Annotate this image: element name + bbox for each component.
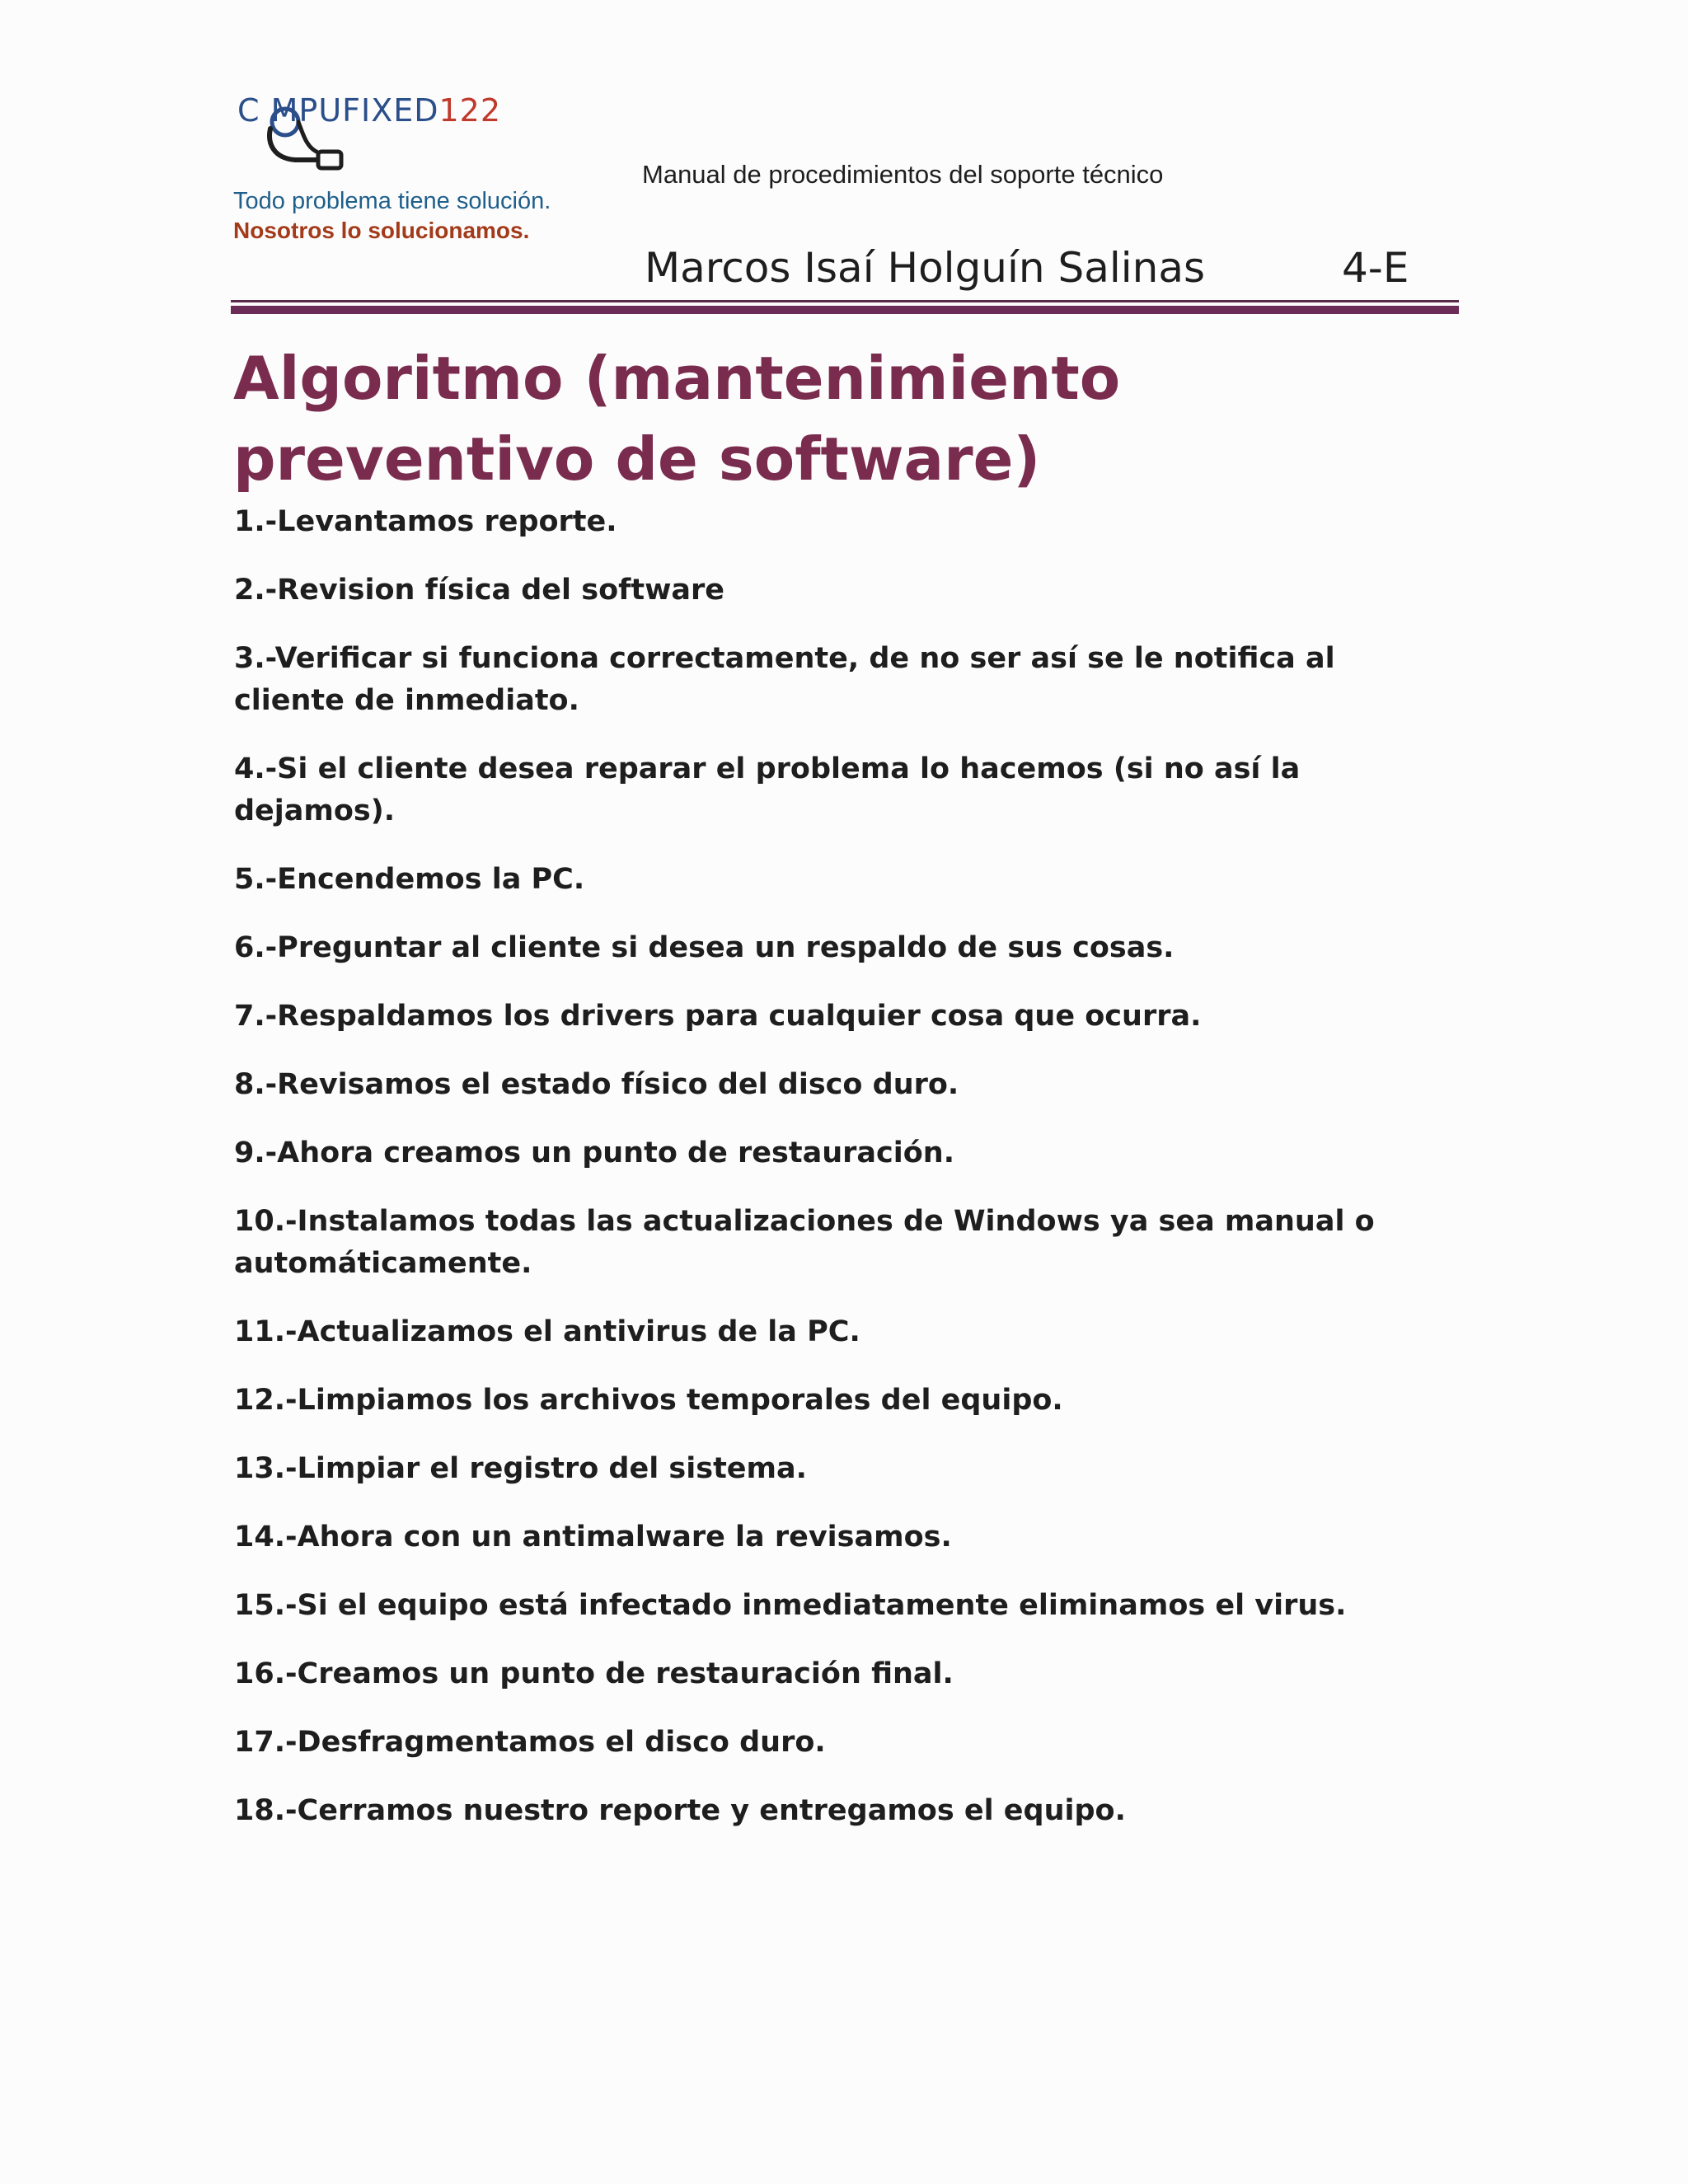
step-item: 5.-Encendemos la PC. <box>234 863 585 896</box>
step-item: 11.-Actualizamos el antivirus de la PC. <box>234 1315 860 1348</box>
step-item: 1.-Levantamos reporte. <box>234 505 617 538</box>
author-name: Marcos Isaí Holguín Salinas <box>645 244 1206 292</box>
tagline-line-2: Nosotros lo solucionamos. <box>233 218 530 243</box>
step-item: 16.-Creamos un punto de restauración final. <box>234 1657 954 1690</box>
header-divider-thick <box>231 306 1459 314</box>
step-item: 3.-Verificar si funciona correctamente, de no ser así se le notifica al cliente de inmediato. <box>234 642 1335 717</box>
step-item: 12.-Limpiamos los archivos temporales del equipo. <box>234 1384 1063 1417</box>
step-item: 9.-Ahora creamos un punto de restauración. <box>234 1137 955 1169</box>
step-item: 10.-Instalamos todas las actualizaciones de Windows ya sea manual o automáticamente. <box>234 1205 1375 1280</box>
step-item: 18.-Cerramos nuestro reporte y entregamos el equipo. <box>234 1794 1126 1827</box>
manual-title: Manual de procedimientos del soporte técnico <box>642 160 1164 189</box>
step-item: 4.-Si el cliente desea reparar el problema lo hacemos (si no así la dejamos). <box>234 752 1301 827</box>
group-label: 4-E <box>1342 244 1409 292</box>
tagline-line-1: Todo problema tiene solución. <box>233 188 551 214</box>
step-item: 8.-Revisamos el estado físico del disco duro. <box>234 1068 959 1101</box>
company-logo <box>237 92 534 191</box>
step-item: 6.-Preguntar al cliente si desea un respaldo de sus cosas. <box>234 931 1175 964</box>
steps-list <box>234 501 1454 1858</box>
logo-wordmark <box>237 92 501 129</box>
logo-wordmark-main: C MPUFIXED <box>237 92 439 129</box>
step-item: 15.-Si el equipo está infectado inmediatamente eliminamos el virus. <box>234 1589 1347 1622</box>
logo-wordmark-number: 122 <box>438 92 502 129</box>
document-title: Algoritmo (mantenimiento preventivo de software) <box>233 344 1121 494</box>
step-item: 2.-Revision física del software <box>234 574 725 607</box>
step-item: 7.-Respaldamos los drivers para cualquier cosa que ocurra. <box>234 1000 1202 1033</box>
header-divider-thin <box>231 300 1459 302</box>
step-item: 14.-Ahora con un antimalware la revisamos. <box>234 1521 952 1554</box>
step-item: 17.-Desfragmentamos el disco duro. <box>234 1726 826 1759</box>
step-item: 13.-Limpiar el registro del sistema. <box>234 1452 807 1485</box>
